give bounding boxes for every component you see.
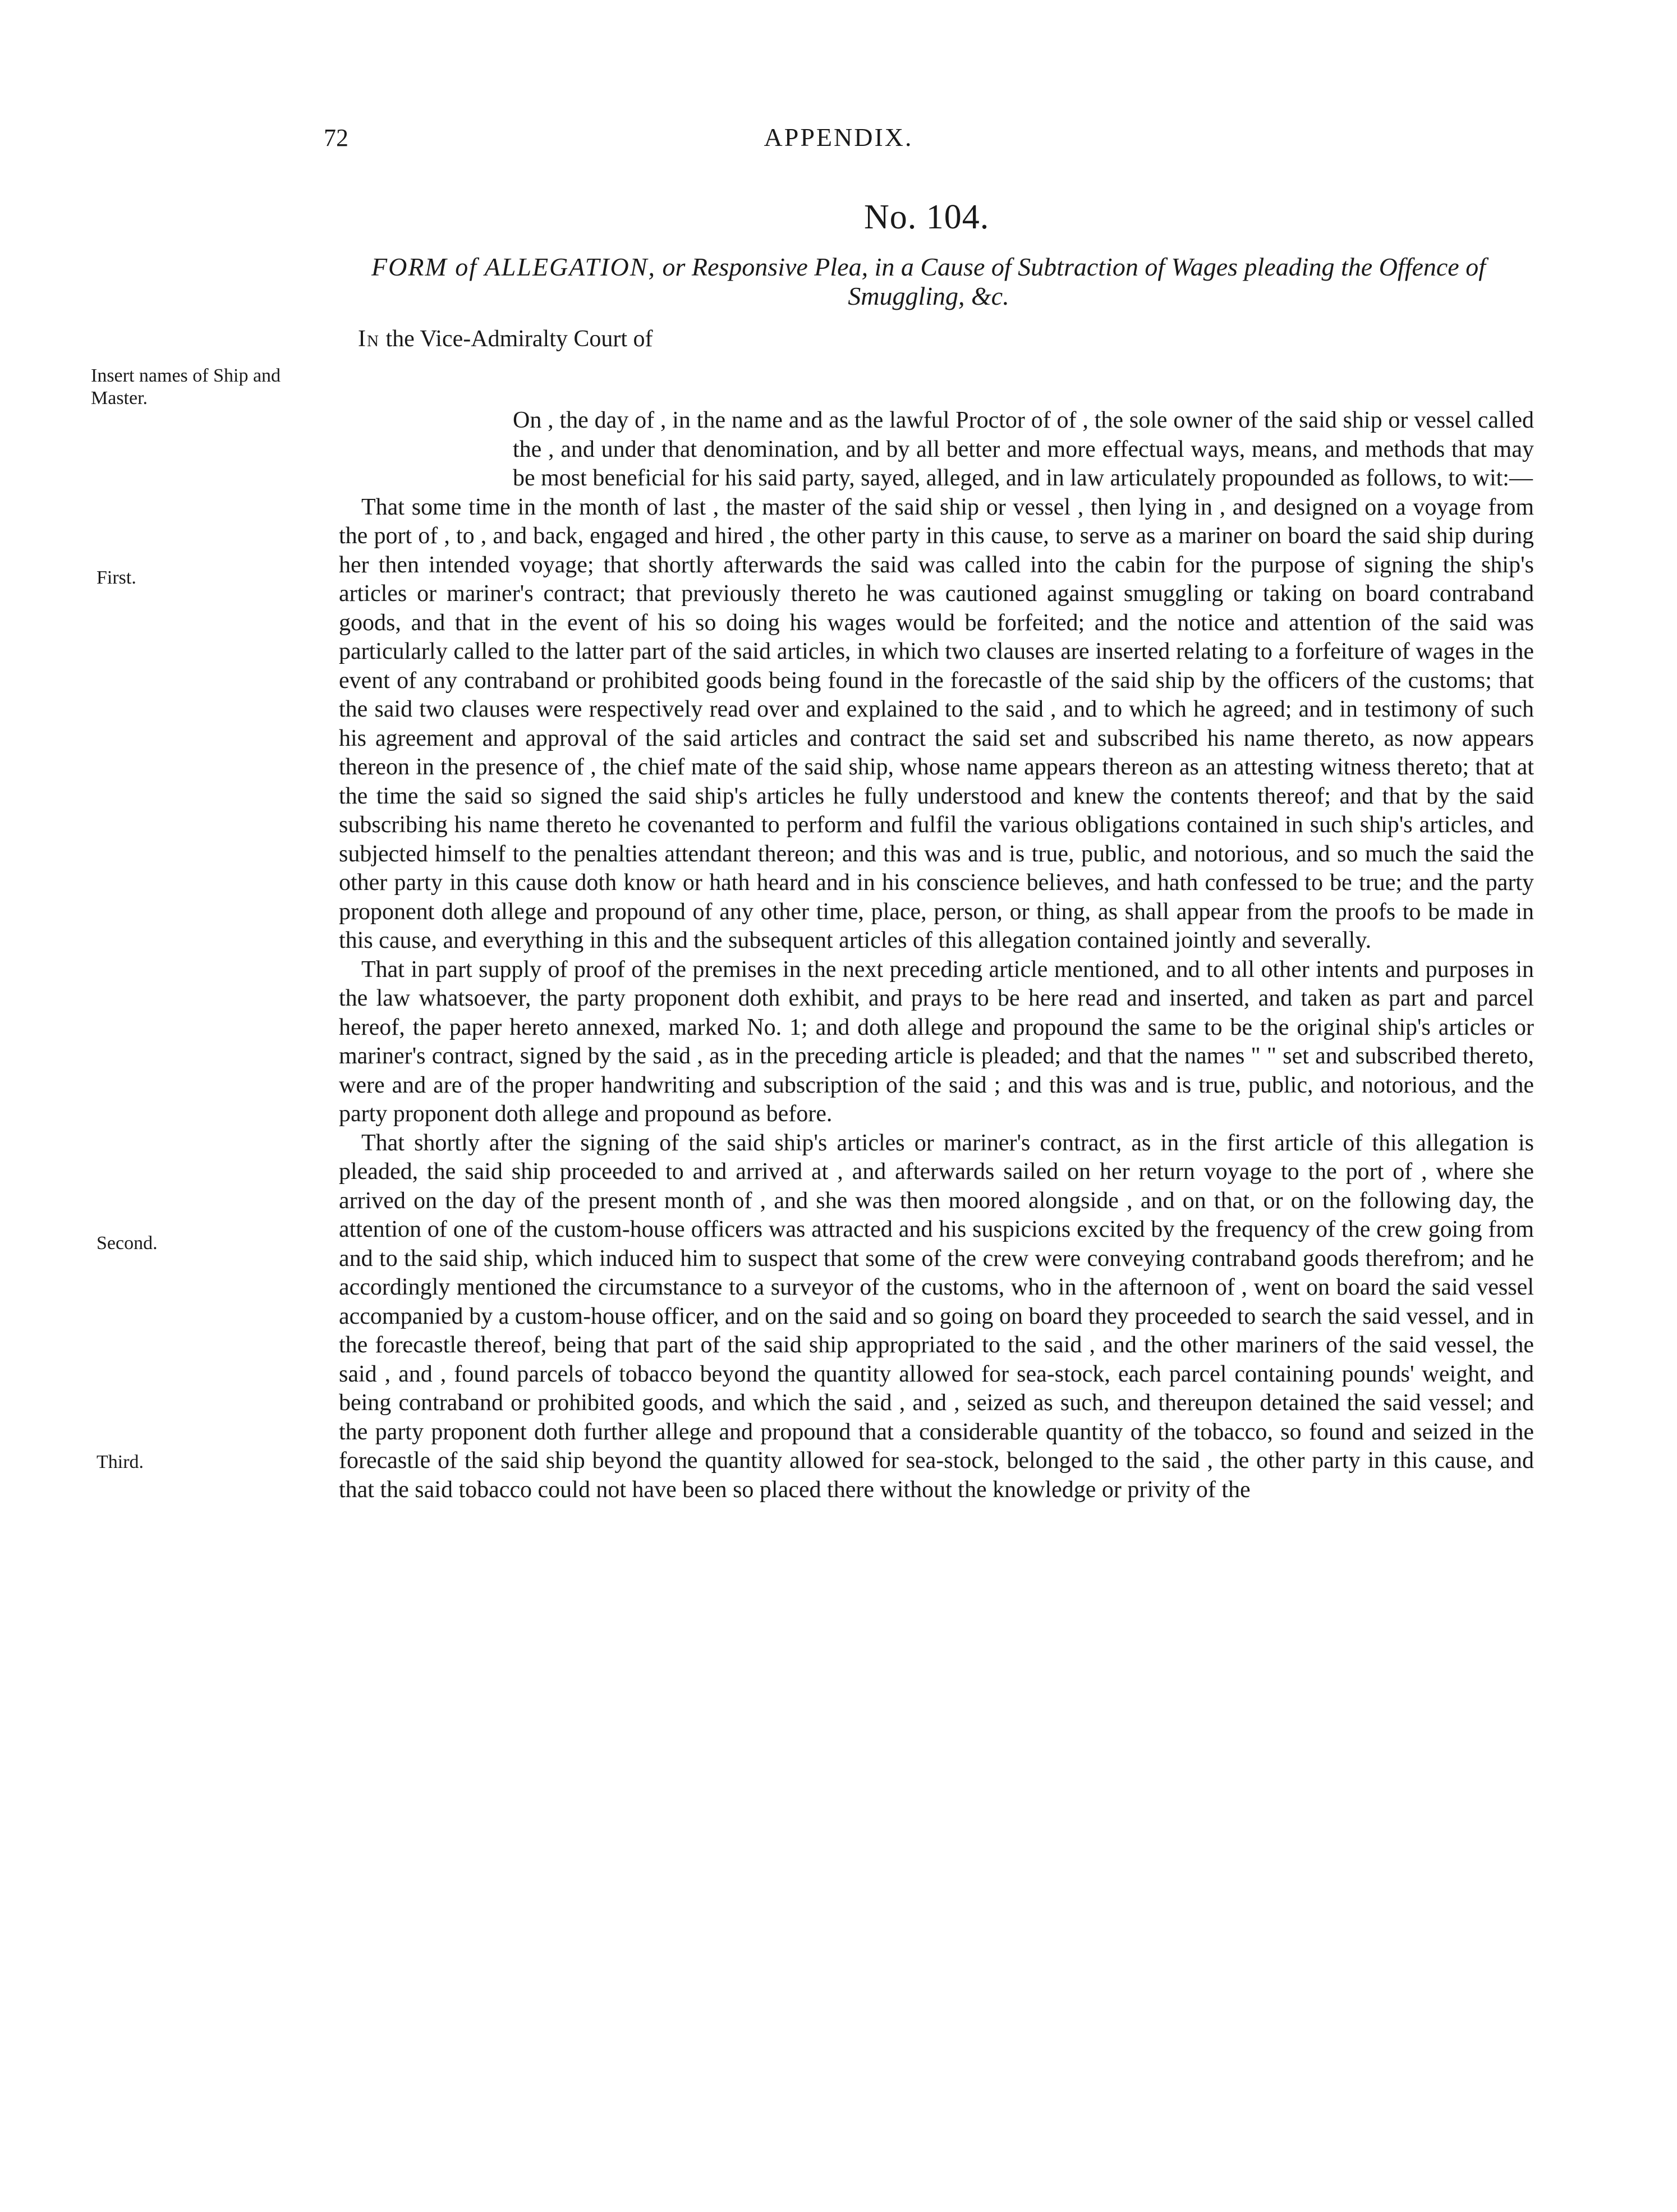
article-second: That in part supply of proof of the premises in the next preceding article mentioned, and to all other intents and purposes in the law whatsoever, the party proponent doth exhibit, and prays to be here read and inserted, and taken as part and parcel hereof, the paper hereto annexed, marked No. 1; and doth allege and propound the same to be the original ship's articles or mariner's contract, signed by the said , as in the preceding article is pleaded; and that the names " " set and subscribed thereto, were and are of the proper handwriting and subscription of the said ; and this was and is true, public, and notorious, and the party proponent doth allege and propound as before. [339,956,1534,1127]
margin-note-first: First. [97,567,136,588]
intro-paragraph: On , the day of , in the name and as the lawful Proctor of of , the sole owner of the said ship or vessel called the , and under that denomination, and by all better and more effectual ways, means, and methods that may be most beneficial for his said party, sayed, alleged, and in law articulately propounded as follows, to wit:— [513,407,1534,491]
article-third: That shortly after the signing of the said ship's articles or mariner's contract, as in the first article of this allegation is pleaded, the said ship proceeded to and arrived at , and afterwards sailed on her return voyage to the port of , where she arrived on the day of the present month of , and she was then moored alongside , and on that, or on the following day, the attention of one of the custom-house officers was attracted and his suspicions excited by the frequency of the crew going from and to the said ship, which induced him to suspect that some of the crew were conveying contraband goods therefrom; and he accordingly mentioned the circumstance to a surveyor of the customs, who in the afternoon of , went on board the said vessel accompanied by a custom-house officer, and on the said and so going on board they proceeded to search the said vessel, and in the forecastle thereof, being that part of the said ship appropriated to the said , and the other mariners of the said vessel, the said , and , found parcels of tobacco beyond the quantity allowed for sea-stock, each parcel containing pounds' weight, and being contraband or prohibited goods, and which the said , and , seized as such, and thereupon detained the said vessel; and the party proponent doth further allege and propound that a considerable quantity of the tobacco, so found and seized in the forecastle of the said ship beyond the quantity allowed for sea-stock, belonged to the said , the other party in this cause, and that the said tobacco could not have been so placed there without the knowledge or privity of the [339,1130,1534,1503]
margin-note-second: Second. [97,1233,158,1254]
court-name: the Vice-Admiralty Court of [385,326,653,352]
form-title [325,253,1532,311]
form-title-caps: FORM of ALLEGATION, [371,253,656,281]
form-number: No. 104. [864,198,990,236]
page-number: 72 [324,124,348,152]
form-title-rest: or Responsive Plea, in a Cause of Subtraction of Wages pleading the Offence of Smuggling, &c. [662,253,1486,310]
margin-note-third: Third. [97,1452,144,1472]
article-first: That some time in the month of last , the master of the said ship or vessel , then lying in , and designed on a voyage from the port of , to , and back, engaged and hired , the other party in this cause, to serve as a mariner on board the said ship during her then intended voyage; that shortly afterwards the said was called into the cabin for the purpose of signing the ship's articles or mariner's contract; that previously thereto he was cautioned against smuggling or taking on board contraband goods, and that in the event of his so doing his wages would be forfeited; and the notice and attention of the said was particularly called to the latter part of the said articles, in which two clauses are inserted relating to a forfeiture of wages in the event of any contraband or prohibited goods being found in the forecastle of the said ship by the officers of the customs; that the said two clauses were respectively read over and explained to the said , and to which he agreed; and in testimony of such his agreement and approval of the said articles and contract the said set and subscribed his name thereto, as now appears thereon in the presence of , the chief mate of the said ship, whose name appears thereon as an attesting witness thereto; that at the time the said so signed the said ship's articles he fully understood and knew the contents thereof; and that by the said subscribing his name thereto he covenanted to perform and fulfil the various obligations contained in such ship's articles, and subjected himself to the penalties attendant thereon; and this was and is true, public, and notorious, and so much the said the other party in this cause doth know or hath heard and in his conscience believes, and hath confessed to be true; and the party proponent doth allege and propound of any other time, place, person, or thing, as shall appear from the proofs to be made in this cause, and everything in this and the subsequent articles of this allegation contained jointly and severally. [339,494,1534,953]
court-initial: In [358,326,380,352]
margin-note-insert: Insert names of Ship and Master. [91,365,281,409]
court-line [358,325,653,352]
body-text [339,406,1534,1504]
running-head: APPENDIX. [764,123,913,152]
